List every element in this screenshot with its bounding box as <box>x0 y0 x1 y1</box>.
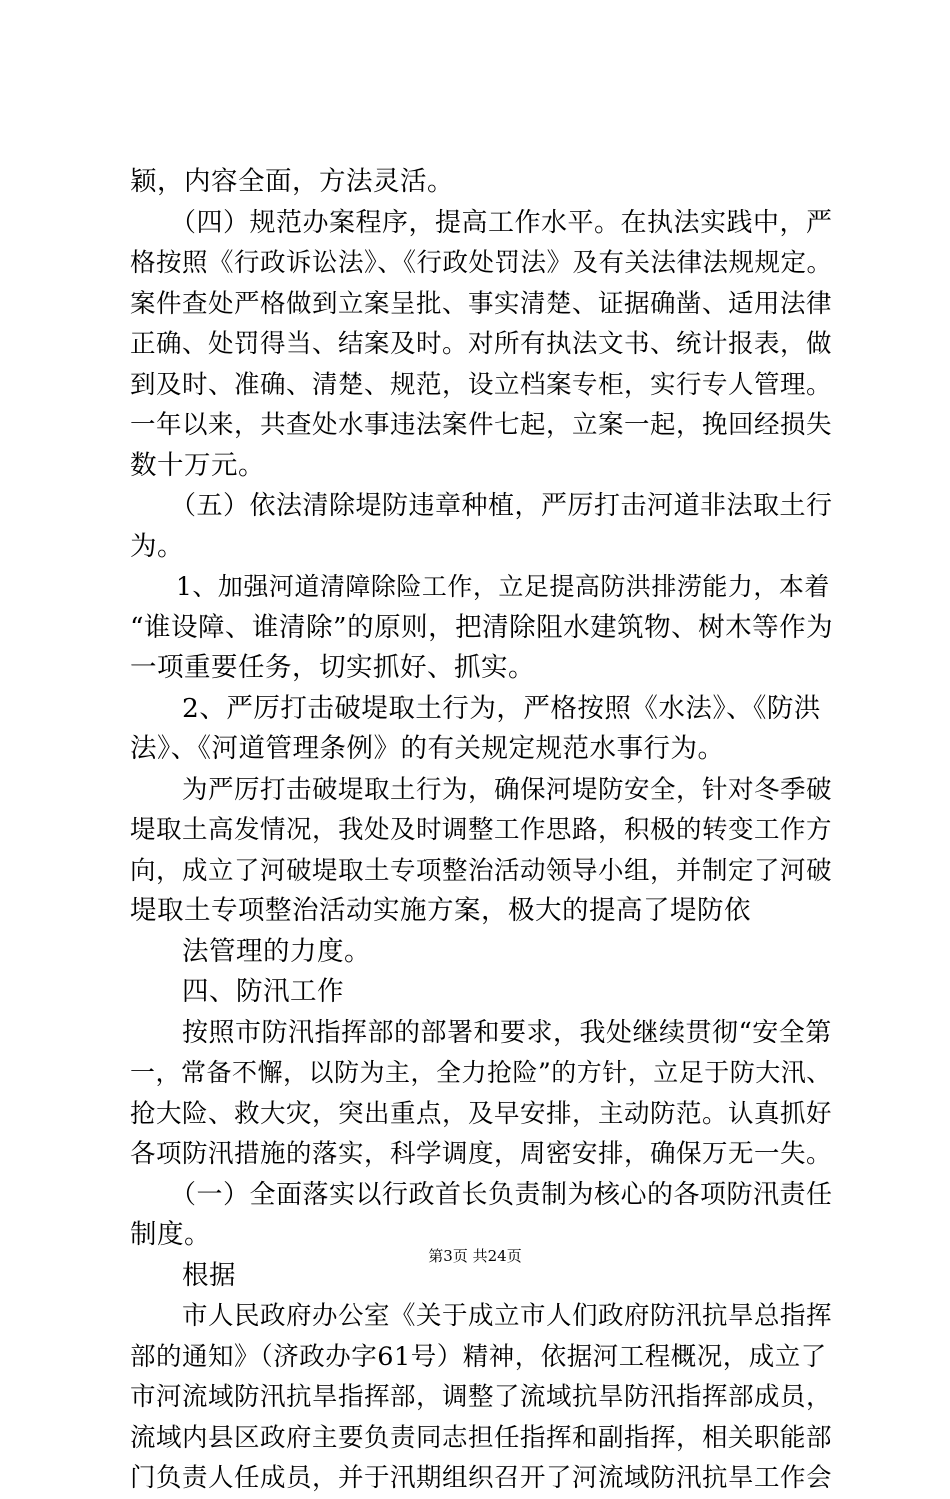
text-line: 数十万元。 <box>130 449 265 481</box>
text-line: 堤取土高发情况，我处及时调整工作思路，积极的转变工作方 <box>130 815 833 845</box>
text-line: 按照市防汛指挥部的部署和要求，我处继续贯彻“安全第 <box>182 1017 832 1048</box>
text-line: 四、防汛工作 <box>182 976 344 1007</box>
text-line: 市人民政府办公室《关于成立市人们政府防汛抗旱总指挥 <box>182 1301 833 1331</box>
text-line: 2、严厉打击破堤取土行为，严格按照《水法》、《防洪 <box>182 692 821 724</box>
body-text <box>130 162 835 1499</box>
text-line: 颖，内容全面，方法灵活。 <box>130 166 454 197</box>
text-line: 部的通知》（济政办字61号）精神，依据河工程概况，成立了 <box>130 1341 827 1372</box>
text-line: 一，常备不懈，以防为主，全力抢险”的方针，立足于防大汛、 <box>130 1058 832 1087</box>
text-line: 各项防汛措施的落实，科学调度，周密安排，确保万无一失。 <box>130 1139 833 1169</box>
text-line: 格按照《行政诉讼法》、《行政处罚法》及有关法律法规规定。 <box>130 248 833 278</box>
text-line: 市河流域防汛抗旱指挥部，调整了流域抗旱防汛指挥部成员， <box>130 1382 833 1412</box>
text-line: 到及时、准确、清楚、规范，设立档案专柜，实行专人管理。 <box>130 369 833 400</box>
text-line: 为。 <box>130 530 184 562</box>
page-footer: 第3页 共24页 <box>428 1247 522 1265</box>
text-line: 流域内县区政府主要负责同志担任指挥和副指挥，相关职能部 <box>130 1422 833 1453</box>
text-line: （五）依法清除堤防违章种植，严厉打击河道非法取土行 <box>170 491 833 521</box>
text-line: （一）全面落实以行政首长负责制为核心的各项防汛责任 <box>170 1179 833 1210</box>
text-line: 为严厉打击破堤取土行为，确保河堤防安全，针对冬季破 <box>182 774 833 805</box>
text-line: “谁设障、谁清除”的原则，把清除阻水建筑物、树木等作为 <box>130 611 834 643</box>
text-line: 一项重要任务，切实抓好、抓实。 <box>130 652 535 683</box>
text-line: 一年以来，共查处水事违法案件七起，立案一起，挽回经损失 <box>130 410 833 440</box>
text-line: 门负责人任成员，并于汛期组织召开了河流域防汛抗旱工作会 <box>130 1463 833 1493</box>
text-line: 堤取土专项整治活动实施方案，极大的提高了堤防依 <box>130 895 751 926</box>
text-line: 向，成立了河破堤取土专项整治活动领导小组，并制定了河破 <box>130 855 833 886</box>
text-line: 抢大险、救大灾，突出重点，及早安排，主动防范。认真抓好 <box>130 1098 833 1129</box>
text-line: 案件查处严格做到立案呈批、事实清楚、证据确凿、适用法律 <box>130 288 833 319</box>
text-line: 1、加强河道清障除险工作，立足提高防洪排涝能力，本着 <box>176 572 830 601</box>
text-line: 正确、处罚得当、结案及时。对所有执法文书、统计报表，做 <box>130 329 833 359</box>
text-line: 法》、《河道管理条例》的有关规定规范水事行为。 <box>130 733 725 764</box>
text-line: 法管理的力度。 <box>182 935 371 967</box>
text-line: （四）规范办案程序，提高工作水平。在执法实践中，严 <box>170 207 833 238</box>
text-line: 根据 <box>182 1259 236 1291</box>
text-line: 制度。 <box>130 1219 211 1250</box>
